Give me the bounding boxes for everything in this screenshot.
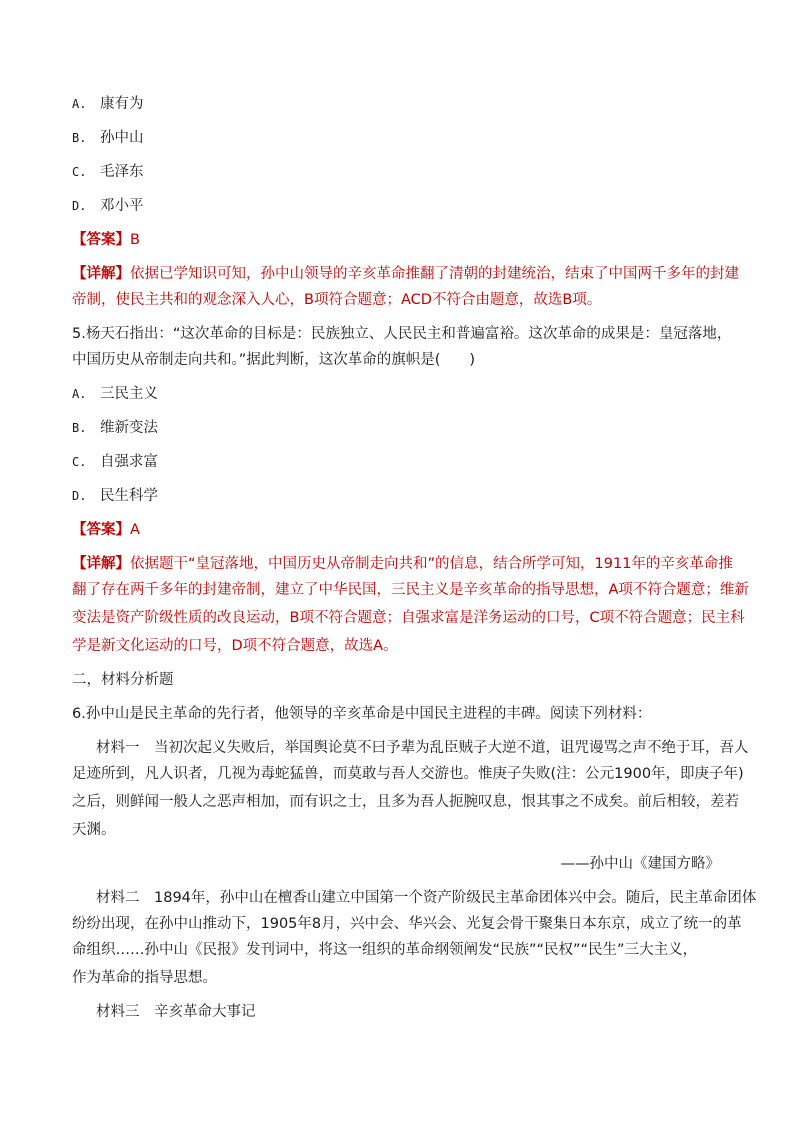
q6-material1-source: ——孙中山《建国方略》 (560, 856, 720, 872)
q6-material2-line-4: 作为革命的指导思想。 (72, 970, 217, 986)
q6-material2-line-1: 材料二 1894年，孙中山在檀香山建立中国第一个资产阶级民主革命团体兴中会。随后，民主革命团体 (96, 890, 757, 906)
q4-detail-line-2: 帝制，使民主共和的观念深入人心，B项符合题意；ACD不符合由题意，故选B项。 (72, 292, 602, 308)
q4-option-b: B. 孙中山 (72, 130, 144, 146)
q5-option-c: C. 自强求富 (72, 454, 158, 470)
q4-answer: 【答案】B (72, 232, 140, 248)
q5-detail-line-1: 【详解】依据题干“皇冠落地，中国历史从帝制走向共和”的信息，结合所学可知，1911年的辛亥革命推 (72, 556, 733, 572)
q6-material1-line-3: 之后，则鲜闻一般人之恶声相加，而有识之士，且多为吾人扼腕叹息，恨其事之不成矣。前后相较，差若 (72, 794, 739, 810)
q5-detail-line-4: 学是新文化运动的口号，D项不符合题意，故选A。 (72, 638, 398, 654)
q5-option-d: D. 民生科学 (72, 488, 158, 504)
q5-detail-line-2: 翻了存在两千多年的封建帝制，建立了中华民国，三民主义是辛亥革命的指导思想，A项不符合题意；维新 (72, 582, 749, 598)
q5-option-a: A. 三民主义 (72, 386, 158, 402)
q6-material2-line-3: 命组织……孙中山《民报》发刊词中，将这一组织的革命纲领阐发“民族”“民权”“民生”三大主义， (72, 942, 698, 958)
q4-option-d: D. 邓小平 (72, 198, 144, 214)
q6-material1-line-4: 天渊。 (72, 822, 116, 838)
q4-option-c: C. 毛泽东 (72, 164, 144, 180)
q5-answer: 【答案】A (72, 522, 140, 538)
q5-detail-line-3: 变法是资产阶级性质的改良运动，B项不符合题意；自强求富是洋务运动的口号，C项不符合题意；民主科 (72, 610, 745, 626)
q6-material2-line-2: 纷纷出现，在孙中山推动下，1905年8月，兴中会、华兴会、光复会骨干聚集日本东京，成立了统一的革 (72, 916, 742, 932)
q6-material1-line-2: 足迹所到，凡人识者，几视为毒蛇猛兽，而莫敢与吾人交游也。惟庚子失败(注：公元1900年，即庚子年) (72, 766, 744, 782)
q6-material3: 材料三 辛亥革命大事记 (96, 1004, 256, 1020)
section-heading: 二，材料分析题 (72, 672, 174, 688)
q4-option-a: A. 康有为 (72, 96, 144, 112)
q6-stem: 6.孙中山是民主革命的先行者，他领导的辛亥革命是中国民主进程的丰碑。阅读下列材料： (72, 706, 652, 722)
q5-stem-line-1: 5.杨天石指出：“这次革命的目标是：民族独立、人民民主和普遍富裕。这次革命的成果是：皇冠落地， (72, 326, 732, 342)
q5-option-b: B. 维新变法 (72, 420, 158, 436)
q4-detail-line-1: 【详解】依据已学知识可知，孙中山领导的辛亥革命推翻了清朝的封建统治，结束了中国两千多年的封建 (72, 266, 739, 282)
q5-stem-line-2: 中国历史从帝制走向共和。”据此判断，这次革命的旗帜是( ) (72, 352, 476, 368)
q6-material1-line-1: 材料一 当初次起义失败后，举国舆论莫不曰予辈为乱臣贼子大逆不道，诅咒谩骂之声不绝于耳，吾人 (96, 740, 749, 756)
